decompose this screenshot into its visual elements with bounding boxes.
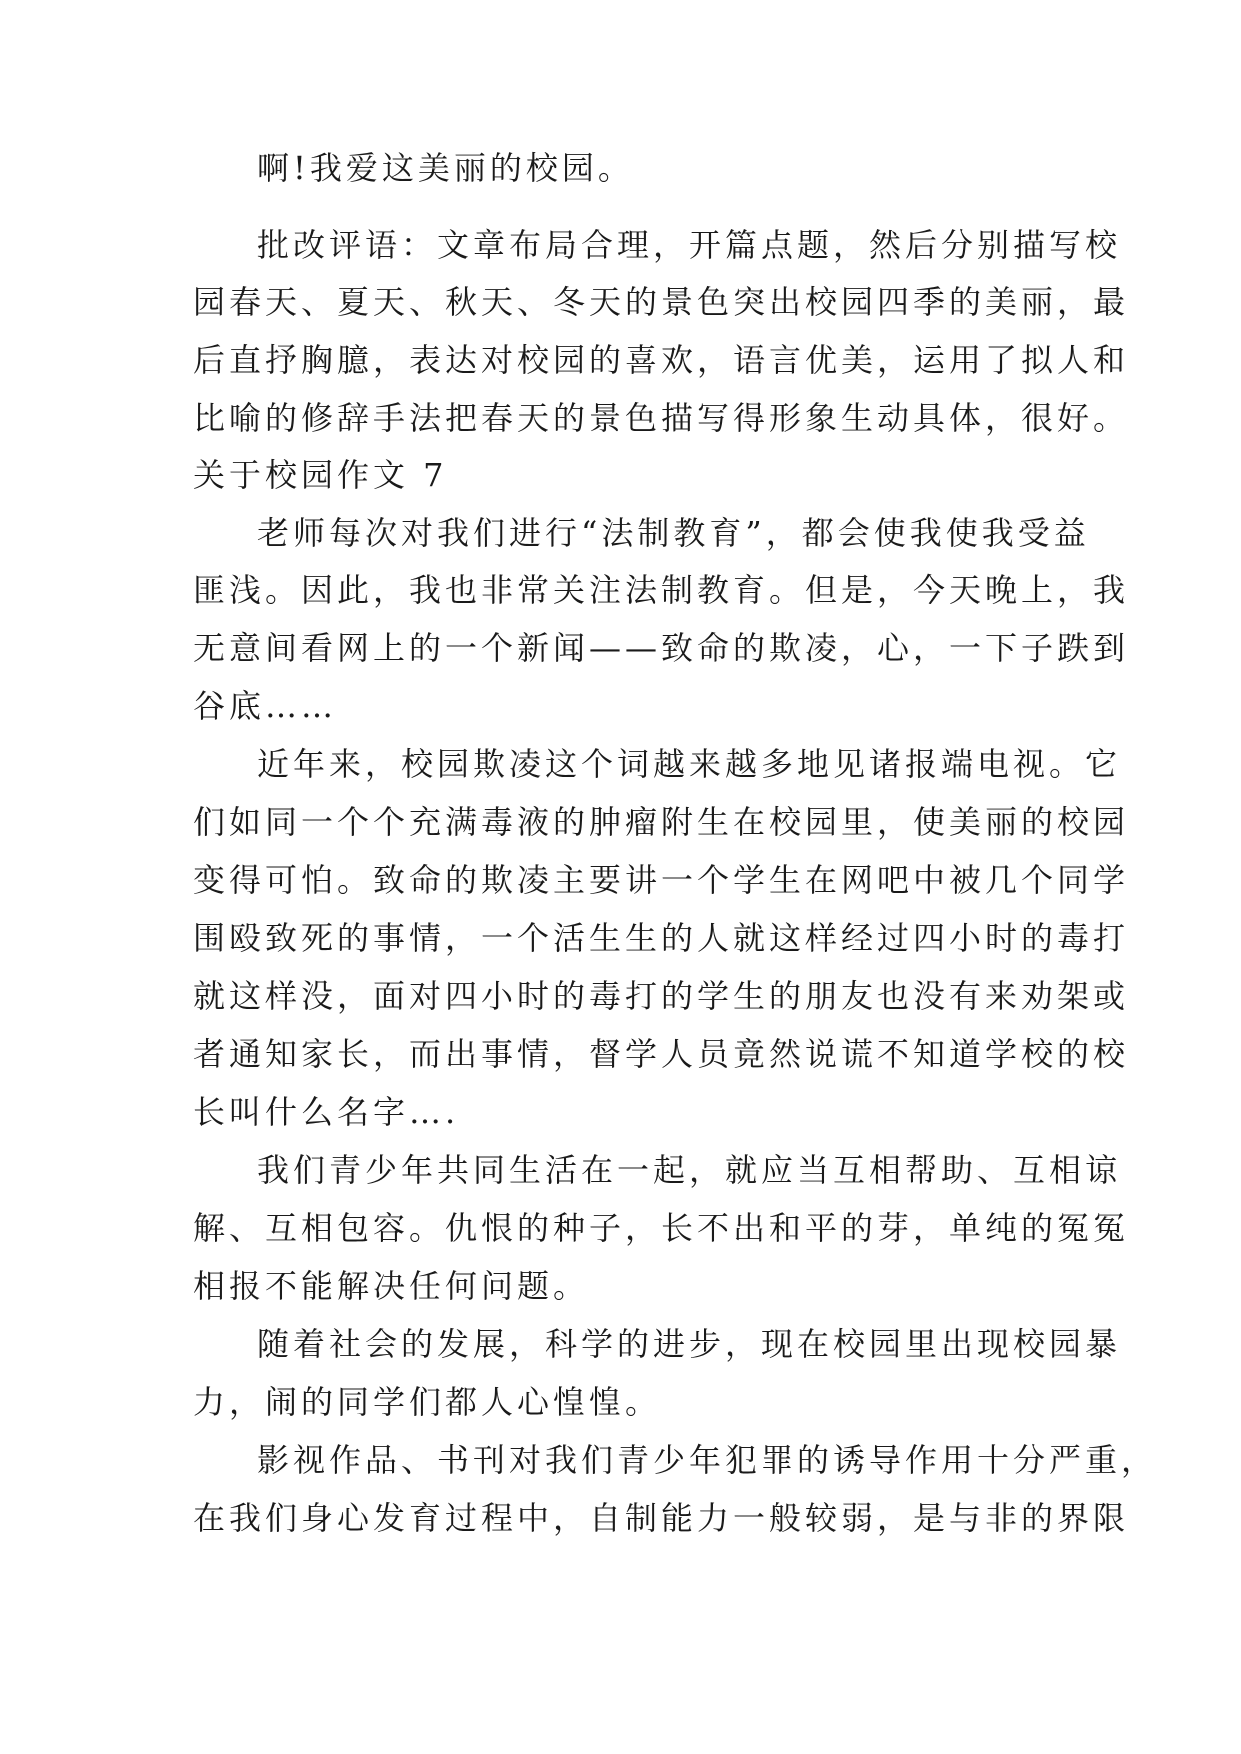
text-line: 无意间看网上的一个新闻——致命的欺凌，心，一下子跌到 [193, 629, 1130, 667]
text-line: 围殴致死的事情，一个活生生的人就这样经过四小时的毒打 [193, 919, 1130, 957]
text-line: 比喻的修辞手法把春天的景色描写得形象生动具体，很好。 [193, 399, 1130, 437]
section-heading: 关于校园作文 7 [193, 456, 448, 494]
text-line: 啊!我爱这美丽的校园。 [257, 149, 634, 187]
text-line: 就这样没，面对四小时的毒打的学生的朋友也没有来劝架或 [193, 977, 1130, 1015]
text-line: 匪浅。因此，我也非常关注法制教育。但是，今天晚上，我 [193, 571, 1130, 609]
text-line: 园春天、夏天、秋天、冬天的景色突出校园四季的美丽，最 [193, 283, 1130, 321]
text-line: 老师每次对我们进行“法制教育”，都会使我使我受益 [257, 514, 1090, 552]
text-line: 谷底…… [193, 687, 338, 725]
text-line: 随着社会的发展，科学的进步，现在校园里出现校园暴 [257, 1325, 1122, 1363]
text-line: 变得可怕。致命的欺凌主要讲一个学生在网吧中被几个同学 [193, 861, 1130, 899]
text-line: 者通知家长，而出事情，督学人员竟然说谎不知道学校的校 [193, 1035, 1130, 1073]
text-line: 在我们身心发育过程中，自制能力一般较弱，是与非的界限 [193, 1499, 1130, 1537]
text-line: 批改评语：文章布局合理，开篇点题，然后分别描写校 [257, 226, 1122, 264]
text-line: 解、互相包容。仇恨的种子，长不出和平的芽，单纯的冤冤 [193, 1209, 1130, 1247]
text-line: 后直抒胸臆，表达对校园的喜欢，语言优美，运用了拟人和 [193, 341, 1130, 379]
text-line: 影视作品、书刊对我们青少年犯罪的诱导作用十分严重， [257, 1441, 1158, 1479]
text-line: 力，闹的同学们都人心惶惶。 [193, 1383, 662, 1421]
text-line: 长叫什么名字…. [193, 1093, 460, 1131]
text-line: 近年来，校园欺凌这个词越来越多地见诸报端电视。它 [257, 745, 1122, 783]
text-line: 相报不能解决任何问题。 [193, 1267, 590, 1305]
text-line: 们如同一个个充满毒液的肿瘤附生在校园里，使美丽的校园 [193, 803, 1130, 841]
text-line: 我们青少年共同生活在一起，就应当互相帮助、互相谅 [257, 1151, 1122, 1189]
